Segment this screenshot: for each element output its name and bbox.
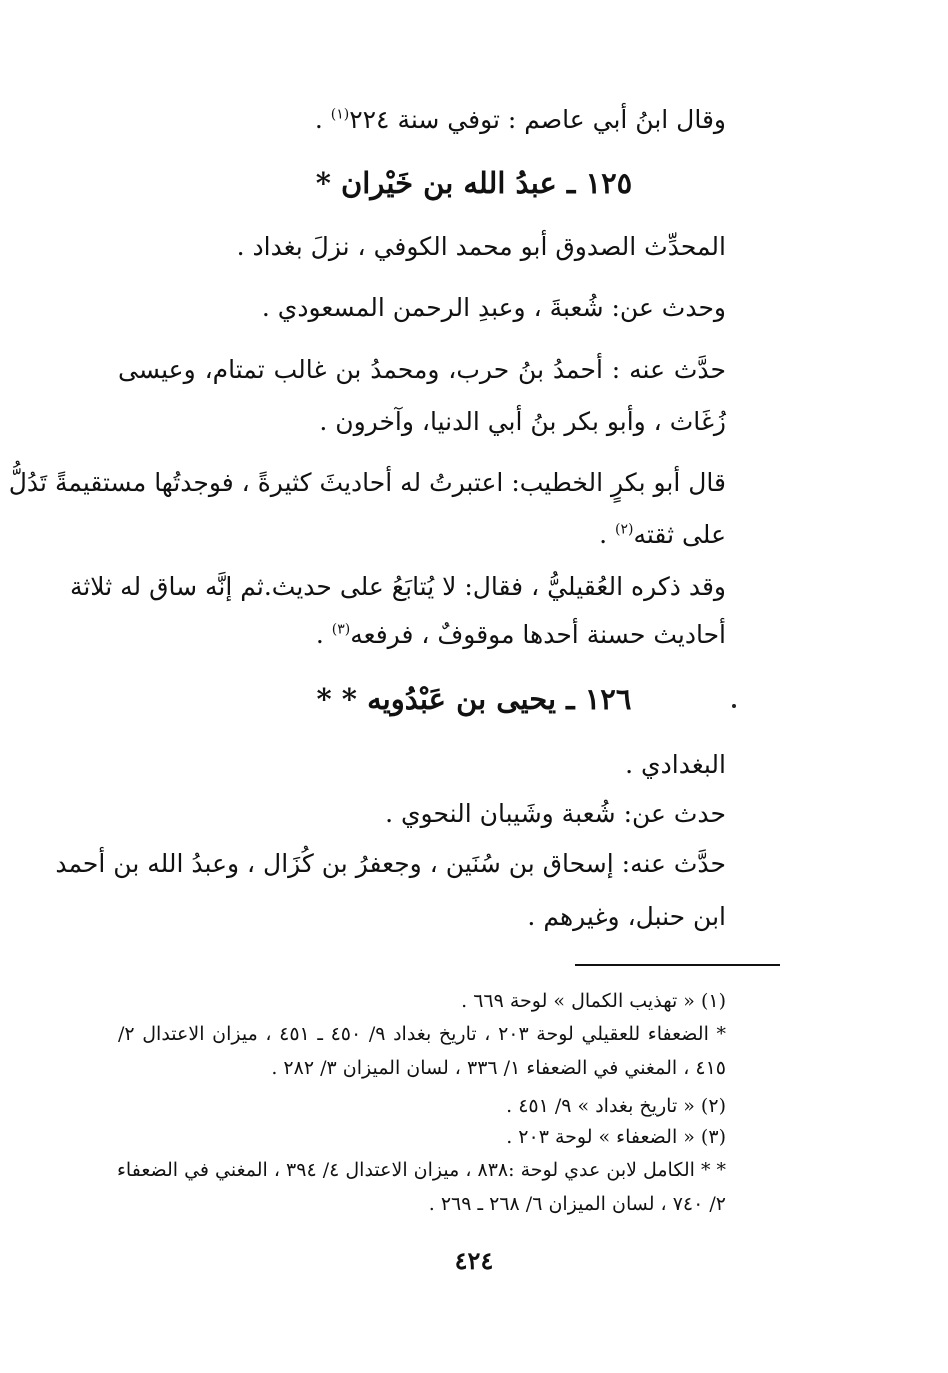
text-line: حدث عن: شُعبة وشَيبان النحوي . [385, 799, 726, 828]
text-line: وقال ابنُ أبي عاصم : توفي سنة ٢٢٤$^{(١)}$ . [314, 105, 726, 134]
text-line: وقد ذكره العُقيليُّ ، فقال: لا يُتابَعُ على حديث.ثم إنَّه ساق له ثلاثة [69, 572, 726, 601]
stray-dot [732, 704, 736, 708]
text-line: ابن حنبل، وغيرهم . [527, 902, 726, 931]
page-number: ٤٢٤ [454, 1246, 494, 1275]
footnote-line: (٣) « الضعفاء » لوحة ٢٠٣ . [506, 1126, 726, 1148]
text-line: المحدِّث الصدوق أبو محمد الكوفي ، نزلَ بغداد . [236, 232, 726, 261]
text-line: البغدادي . [625, 750, 726, 779]
text-line: حدَّث عنه : أحمدُ بنُ حرب، ومحمدُ بن غالب تمتام، وعيسى [118, 355, 726, 384]
footnote-line: * * الكامل لابن عدي لوحة :٨٣٨ ، ميزان الاعتدال ٤/ ٣٩٤ ، المغني في الضعفاء [116, 1159, 726, 1181]
entry-heading-125: ١٢٥ ـ عبدُ الله بن خَيْران * [315, 166, 633, 200]
footnote-ref: (١) [330, 106, 350, 123]
footnote-ref: (٣) [331, 621, 351, 638]
text-line: وحدث عن: شُعبةَ ، وعبدِ الرحمن المسعودي . [261, 293, 726, 322]
text-line: قال أبو بكرٍ الخطيب: اعتبرتُ له أحاديثَ كثيرةً ، فوجدتُها مستقيمةً تَدُلُّ [8, 468, 726, 497]
footnote-line: ٢/ ٧٤٠ ، لسان الميزان ٦/ ٢٦٨ ـ ٢٦٩ . [428, 1193, 726, 1215]
footnote-divider [575, 964, 780, 966]
footnote-line: (١) « تهذيب الكمال » لوحة ٦٦٩ . [461, 990, 726, 1012]
text-line: على ثقته$^{(٢)}$ . [599, 520, 726, 549]
footnote-line: * الضعفاء للعقيلي لوحة ٢٠٣ ، تاريخ بغداد ٩/ ٤٥٠ ـ ٤٥١ ، ميزان الاعتدال ٢/ [118, 1023, 726, 1045]
text-line: زُغَاث ، وأبو بكر بنُ أبي الدنيا، وآخرون . [319, 407, 726, 436]
footnote-line: ٤١٥ ، المغني في الضعفاء ١/ ٣٣٦ ، لسان الميزان ٣/ ٢٨٢ . [271, 1057, 726, 1079]
entry-heading-126: ١٢٦ ـ يحيى بن عَبْدُويه * * [316, 682, 632, 716]
text-line: أحاديث حسنة أحدها موقوفٌ ، فرفعه$^{(٣)}$ . [315, 620, 726, 649]
footnote-ref: (٢) [615, 521, 634, 538]
text-line: حدَّث عنه: إسحاق بن سُنَين ، وجعفرُ بن كُزَال ، وعبدُ الله بن أحمد [55, 849, 726, 878]
footnote-line: (٢) « تاريخ بغداد » ٩/ ٤٥١ . [506, 1095, 726, 1117]
